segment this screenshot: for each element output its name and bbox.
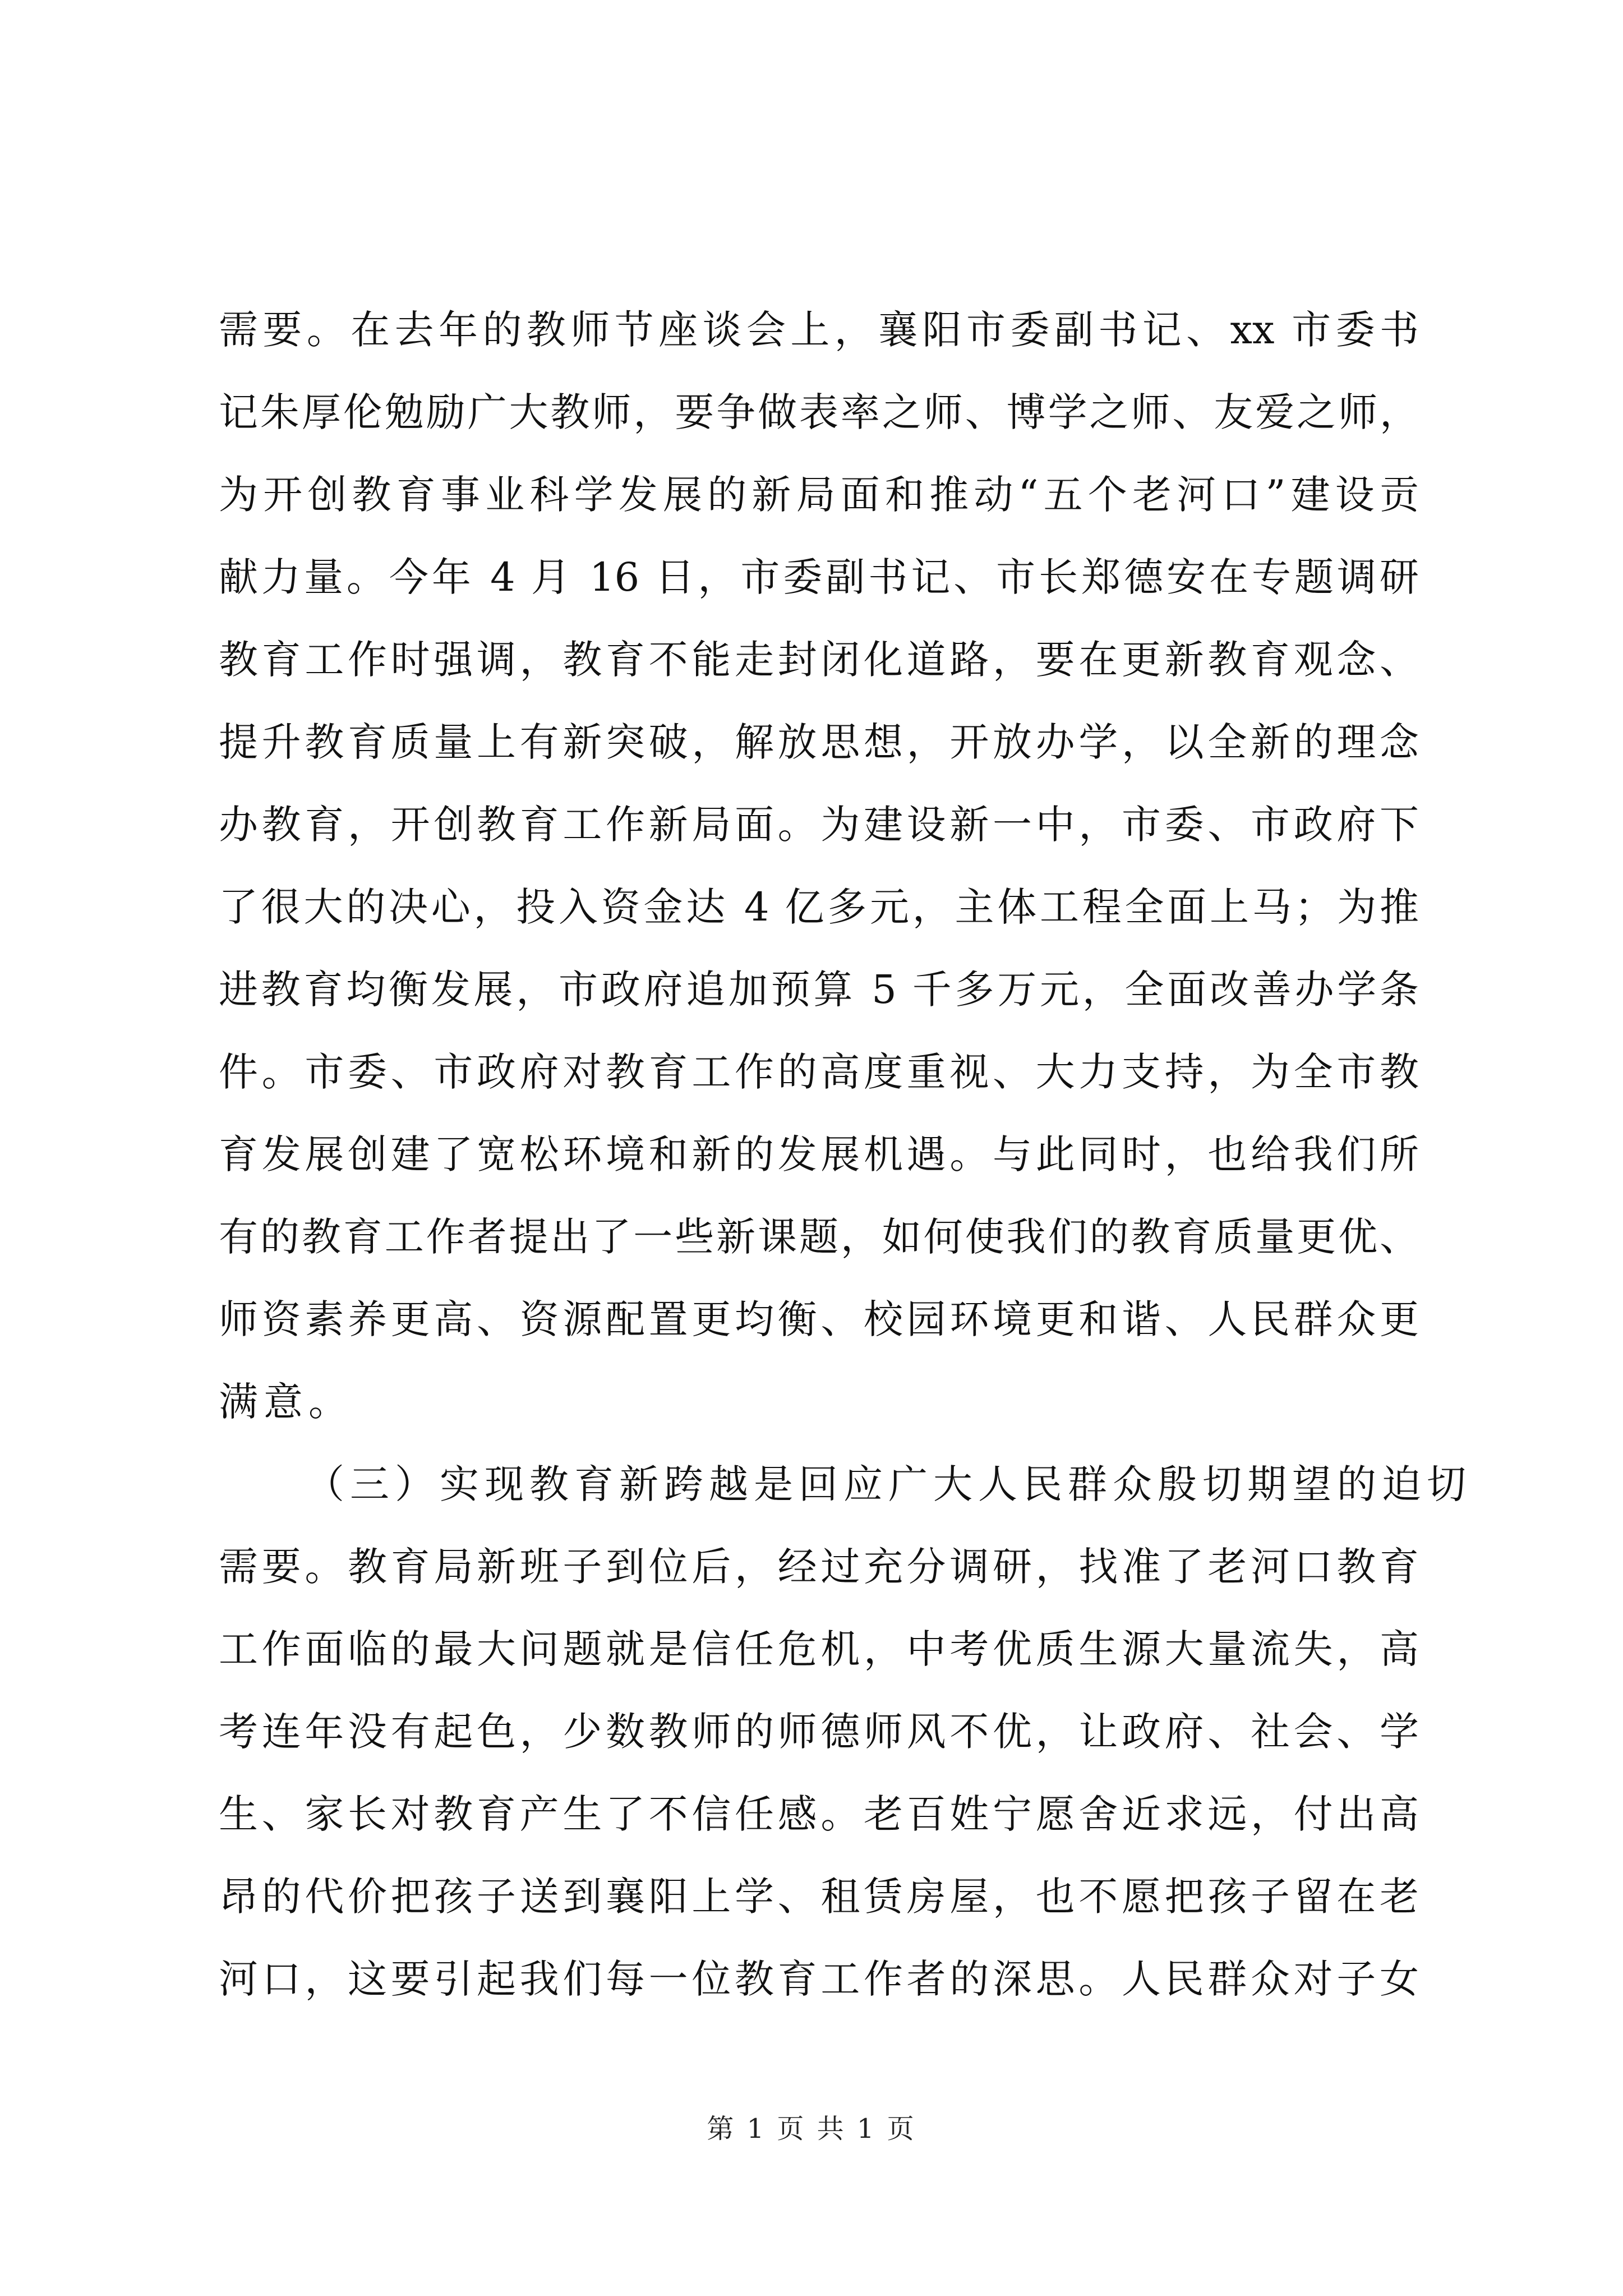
text-line: 师资素养更高、资源配置更均衡、校园环境更和谐、人民群众更 bbox=[219, 1296, 1419, 1342]
section-heading-line: （三）实现教育新跨越是回应广大人民群众殷切期望的迫切 bbox=[305, 1461, 1472, 1507]
text-line: 为开创教育事业科学发展的新局面和推动“五个老河口”建设贡 bbox=[219, 472, 1419, 518]
text-line: 有的教育工作者提出了一些新课题，如何使我们的教育质量更优、 bbox=[219, 1214, 1419, 1260]
text-line: 昂的代价把孩子送到襄阳上学、租赁房屋，也不愿把孩子留在老 bbox=[219, 1874, 1419, 1920]
text-line: 提升教育质量上有新突破，解放思想，开放办学，以全新的理念 bbox=[219, 719, 1419, 765]
text-line: 了很大的决心，投入资金达 4 亿多元，主体工程全面上马；为推 bbox=[219, 884, 1419, 930]
text-line: 满意。 bbox=[219, 1379, 353, 1425]
text-line: 需要。在去年的教师节座谈会上，襄阳市委副书记、xx 市委书 bbox=[219, 307, 1419, 353]
text-line: 考连年没有起色，少数教师的师德师风不优，让政府、社会、学 bbox=[219, 1709, 1419, 1755]
text-line: 进教育均衡发展，市政府追加预算 5 千多万元，全面改善办学条 bbox=[219, 967, 1419, 1013]
text-line: 件。市委、市政府对教育工作的高度重视、大力支持，为全市教 bbox=[219, 1049, 1419, 1095]
text-line: 工作面临的最大问题就是信任危机，中考优质生源大量流失，高 bbox=[219, 1626, 1419, 1672]
text-line: 生、家长对教育产生了不信任感。老百姓宁愿舍近求远，付出高 bbox=[219, 1791, 1419, 1837]
text-line: 献力量。今年 4 月 16 日，市委副书记、市长郑德安在专题调研 bbox=[219, 554, 1419, 600]
text-line: 办教育，开创教育工作新局面。为建设新一中，市委、市政府下 bbox=[219, 802, 1419, 848]
document-body bbox=[219, 289, 1472, 2021]
text-line: 河口，这要引起我们每一位教育工作者的深思。人民群众对子女 bbox=[219, 1956, 1419, 2002]
text-line: 需要。教育局新班子到位后，经过充分调研，找准了老河口教育 bbox=[219, 1544, 1419, 1590]
text-line: 记朱厚伦勉励广大教师，要争做表率之师、博学之师、友爱之师， bbox=[219, 389, 1419, 435]
text-line: 教育工作时强调，教育不能走封闭化道路，要在更新教育观念、 bbox=[219, 637, 1419, 683]
text-line: 育发展创建了宽松环境和新的发展机遇。与此同时，也给我们所 bbox=[219, 1131, 1419, 1177]
page-number-footer: 第 1 页 共 1 页 bbox=[707, 2113, 916, 2145]
